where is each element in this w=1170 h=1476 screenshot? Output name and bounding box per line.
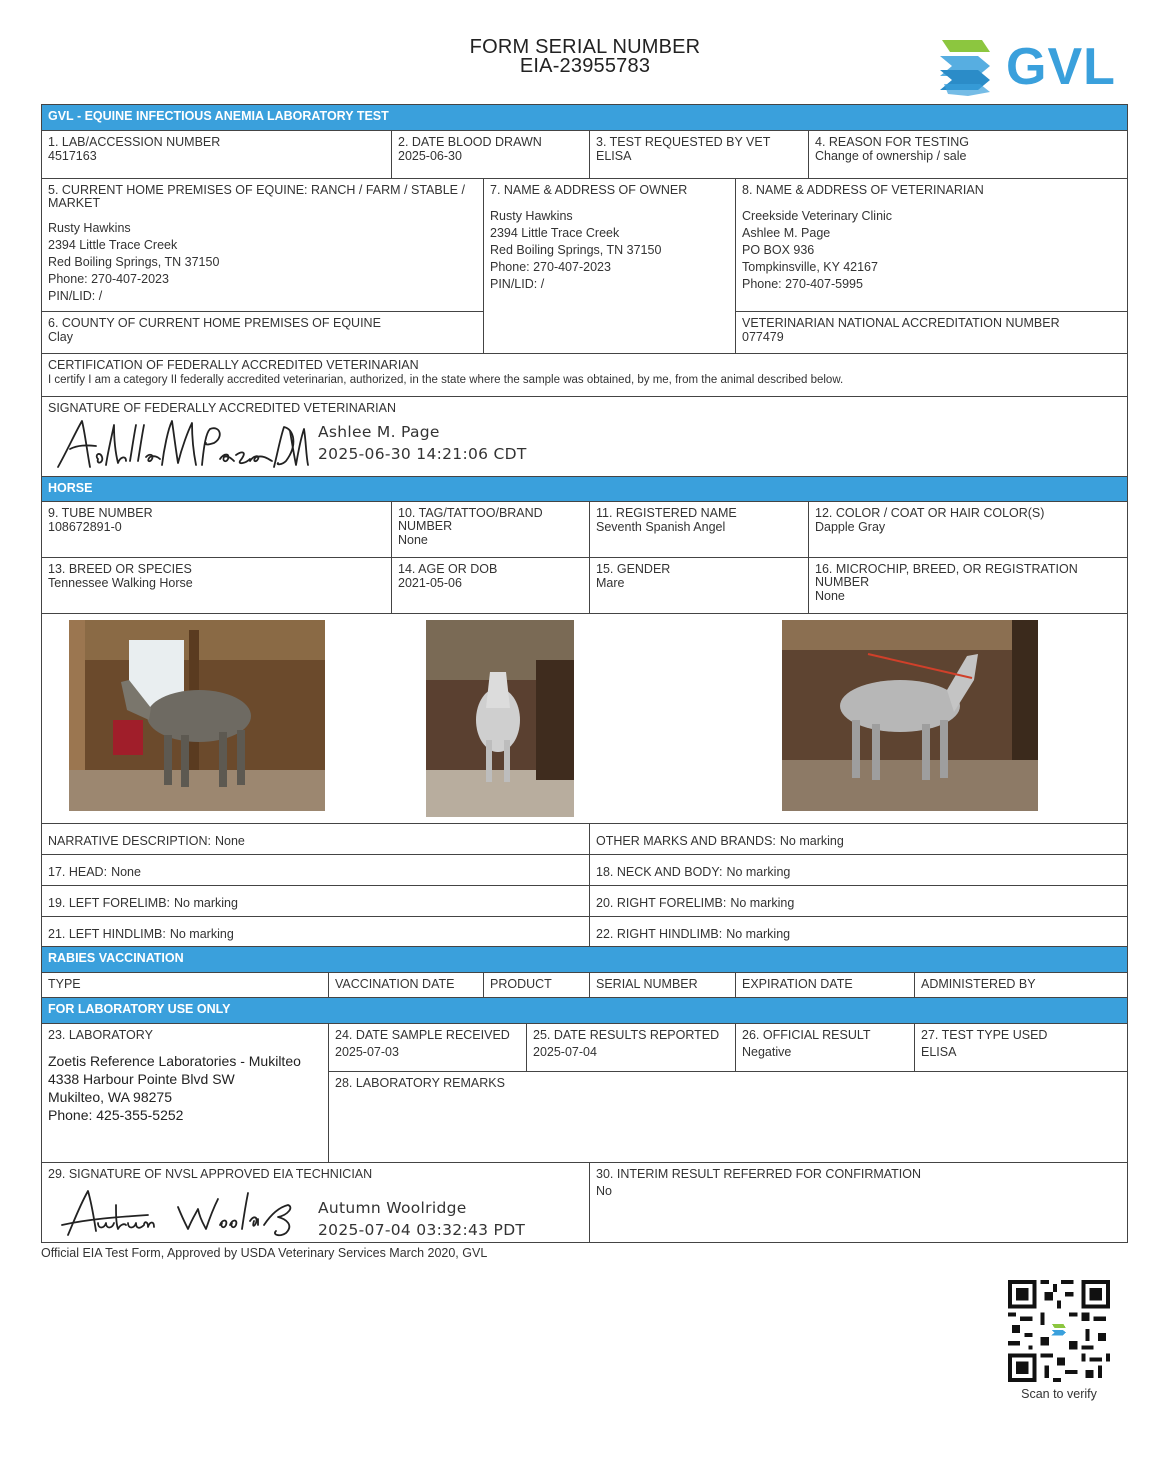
field-label: 12. COLOR / COAT OR HAIR COLOR(S) [815, 506, 1045, 520]
field-value-lines [490, 208, 729, 293]
field-value: None [214, 834, 245, 848]
field-label: 24. DATE SAMPLE RECEIVED [335, 1028, 510, 1042]
field-value: No marking [726, 865, 791, 879]
field-value: Dapple Gray [815, 520, 886, 534]
address-line: Tompkinsville, KY 42167 [742, 260, 878, 274]
field-right-forelimb [590, 886, 1127, 917]
address-line: 2394 Little Trace Creek [48, 238, 178, 252]
column-header: ADMINISTERED BY [921, 977, 1036, 991]
field-laboratory [42, 1024, 329, 1163]
field-gender [590, 558, 809, 614]
field-head [42, 855, 590, 886]
field-tube-number [42, 502, 392, 558]
field-official-result [736, 1024, 915, 1072]
field-label: 2. DATE BLOOD DRAWN [398, 135, 542, 149]
field-value: 2021-05-06 [398, 576, 462, 590]
address-line: Rusty Hawkins [490, 209, 573, 223]
field-value: ELISA [596, 149, 632, 163]
field-value: 2025-06-30 [398, 149, 462, 163]
laboratory-address [48, 1052, 322, 1124]
address-line: Phone: 270-407-5995 [742, 277, 863, 291]
field-right-hindlimb [590, 917, 1127, 947]
address-line: Red Boiling Springs, TN 37150 [490, 243, 662, 257]
field-label: 10. TAG/TATTOO/BRAND NUMBER [398, 506, 543, 533]
field-value: None [815, 589, 845, 603]
field-value: No marking [169, 927, 234, 941]
technician-handwritten-signature [58, 1185, 313, 1239]
field-label: VETERINARIAN NATIONAL ACCREDITATION NUMBER [742, 316, 1060, 330]
field-county [42, 312, 484, 354]
field-label: 27. TEST TYPE USED [921, 1028, 1048, 1042]
technician-signature-timestamp: 2025-07-04 03:32:43 PDT [318, 1221, 526, 1239]
field-test-type-used [915, 1024, 1127, 1072]
field-accreditation-number [736, 312, 1127, 354]
field-label: 3. TEST REQUESTED BY VET [596, 135, 771, 149]
field-value: No marking [174, 896, 238, 910]
field-value: Tennessee Walking Horse [48, 576, 193, 590]
address-line: PIN/LID: / [490, 277, 545, 291]
field-label: 22. RIGHT HINDLIMB: [596, 927, 723, 941]
form-serial-label: FORM SERIAL NUMBER [469, 36, 701, 58]
field-value: ELISA [921, 1045, 957, 1059]
vet-signature-details [318, 421, 527, 465]
field-label: 20. RIGHT FORELIMB: [596, 896, 727, 910]
field-value: 077479 [742, 330, 784, 344]
rabies-col-expiration-date [736, 973, 915, 998]
horse-photo-left[interactable] [69, 620, 325, 811]
field-value: 2025-07-04 [533, 1045, 597, 1059]
field-value: 4517163 [48, 149, 97, 163]
field-label: 28. LABORATORY REMARKS [335, 1076, 505, 1090]
field-value: Clay [48, 330, 74, 344]
field-value: Seventh Spanish Angel [596, 520, 726, 534]
section-horse-title: HORSE [42, 477, 1127, 502]
address-line: PO BOX 936 [742, 243, 815, 257]
address-line: Ashlee M. Page [742, 226, 831, 240]
form-serial-number: EIA-23955783 [519, 55, 651, 77]
field-value: No marking [779, 834, 844, 848]
qr-code-icon[interactable] [1008, 1280, 1110, 1382]
vet-signature-block [42, 397, 1127, 477]
horse-photo-center[interactable] [426, 620, 574, 817]
field-label: 19. LEFT FORELIMB: [48, 896, 171, 910]
section-rabies-title: RABIES VACCINATION [42, 947, 1127, 973]
field-label: 18. NECK AND BODY: [596, 865, 723, 879]
column-header: PRODUCT [490, 977, 552, 991]
eia-form [41, 104, 1128, 1243]
vet-signature-name: Ashlee M. Page [318, 423, 440, 441]
certification-text: I certify I am a category II federally accredited veterinarian, authorized, in the state where the sample was obtained, by me, from the animal described below. [48, 374, 844, 386]
field-label: 9. TUBE NUMBER [48, 506, 153, 520]
certification-title: CERTIFICATION OF FEDERALLY ACCREDITED VETERINARIAN [48, 358, 419, 372]
column-header: SERIAL NUMBER [596, 977, 698, 991]
field-owner [484, 179, 736, 354]
column-header: EXPIRATION DATE [742, 977, 853, 991]
field-label: 29. SIGNATURE OF NVSL APPROVED EIA TECHNICIAN [48, 1167, 373, 1181]
field-label: 14. AGE OR DOB [398, 562, 498, 576]
field-label: 13. BREED OR SPECIES [48, 562, 192, 576]
field-label: 17. HEAD: [48, 865, 108, 879]
field-value: Mare [596, 576, 625, 590]
field-label: 5. CURRENT HOME PREMISES OF EQUINE: RANCH / FARM / STABLE / MARKET [48, 183, 465, 210]
rabies-col-administered-by [915, 973, 1127, 998]
column-header: TYPE [48, 977, 81, 991]
qr-caption: Scan to verify [1021, 1387, 1097, 1401]
address-line: Phone: 270-407-2023 [48, 272, 169, 286]
field-label: 25. DATE RESULTS REPORTED [533, 1028, 720, 1042]
rabies-col-type [42, 973, 329, 998]
field-veterinarian [736, 179, 1127, 312]
gvl-logo [938, 36, 1138, 98]
form-approval-note: Official EIA Test Form, Approved by USDA Veterinary Services March 2020, GVL [41, 1246, 488, 1260]
field-narrative [42, 824, 590, 855]
address-line: 4338 Harbour Pointe Blvd SW [48, 1071, 235, 1087]
technician-signature-details [318, 1197, 525, 1241]
field-value: Change of ownership / sale [815, 149, 967, 163]
field-label: 7. NAME & ADDRESS OF OWNER [490, 183, 688, 197]
section-lab-title: FOR LABORATORY USE ONLY [42, 998, 1127, 1024]
address-line: Creekside Veterinary Clinic [742, 209, 893, 223]
field-value: No marking [730, 896, 795, 910]
field-value: None [398, 533, 428, 547]
rabies-col-product [484, 973, 590, 998]
field-value-lines [742, 208, 1121, 293]
field-label: 6. COUNTY OF CURRENT HOME PREMISES OF EQUINE [48, 316, 381, 330]
horse-photos-row [42, 614, 1127, 824]
field-test-requested [590, 131, 809, 179]
field-age-dob [392, 558, 590, 614]
field-date-blood-drawn [392, 131, 590, 179]
field-value: 108672891-0 [48, 520, 122, 534]
gvl-logo-text: GVL [1006, 38, 1116, 96]
address-line: Zoetis Reference Laboratories - Mukilteo [48, 1053, 301, 1069]
field-neck-body [590, 855, 1127, 886]
field-value-lines [48, 220, 477, 305]
address-line: Red Boiling Springs, TN 37150 [48, 255, 220, 269]
field-label: 15. GENDER [596, 562, 671, 576]
field-label: NARRATIVE DESCRIPTION: [48, 834, 211, 848]
technician-signature-block [42, 1163, 590, 1242]
field-left-forelimb [42, 886, 590, 917]
field-value: 2025-07-03 [335, 1045, 399, 1059]
horse-photo-right[interactable] [782, 620, 1038, 811]
rabies-col-serial-number [590, 973, 736, 998]
field-interim-result [590, 1163, 1127, 1242]
form-serial-header [400, 38, 770, 76]
vet-signature-timestamp: 2025-06-30 14:21:06 CDT [318, 445, 527, 463]
field-value: No marking [726, 927, 791, 941]
field-tag-tattoo-brand [392, 502, 590, 558]
field-label: 11. REGISTERED NAME [596, 506, 737, 520]
address-line: Mukilteo, WA 98275 [48, 1089, 172, 1105]
field-label: SIGNATURE OF FEDERALLY ACCREDITED VETERINARIAN [48, 401, 396, 415]
rabies-col-vaccination-date [329, 973, 484, 998]
column-header: VACCINATION DATE [335, 977, 455, 991]
field-registered-name [590, 502, 809, 558]
field-label: 30. INTERIM RESULT REFERRED FOR CONFIRMATION [596, 1167, 922, 1181]
field-lab-accession [42, 131, 392, 179]
field-value: Negative [742, 1045, 792, 1059]
field-label: 4. REASON FOR TESTING [815, 135, 969, 149]
field-laboratory-remarks [329, 1072, 1127, 1163]
field-color-coat [809, 502, 1127, 558]
field-value: No [596, 1184, 612, 1198]
field-label: OTHER MARKS AND BRANDS: [596, 834, 776, 848]
field-label: 8. NAME & ADDRESS OF VETERINARIAN [742, 183, 984, 197]
address-line: Phone: 425-355-5252 [48, 1107, 184, 1123]
field-left-hindlimb [42, 917, 590, 947]
field-value: None [111, 865, 141, 879]
field-label: 1. LAB/ACCESSION NUMBER [48, 135, 221, 149]
field-label: 16. MICROCHIP, BREED, OR REGISTRATION NUMBER [815, 562, 1078, 589]
section-main-title: GVL - EQUINE INFECTIOUS ANEMIA LABORATORY TEST [42, 105, 1127, 131]
field-breed [42, 558, 392, 614]
field-label: 21. LEFT HINDLIMB: [48, 927, 166, 941]
field-label: 23. LABORATORY [48, 1028, 153, 1042]
field-reason-for-testing [809, 131, 1127, 179]
address-line: Rusty Hawkins [48, 221, 131, 235]
address-line: PIN/LID: / [48, 289, 103, 303]
technician-signature-name: Autumn Woolridge [318, 1199, 467, 1217]
gvl-chevron-logo-icon [938, 36, 998, 98]
field-home-premises [42, 179, 484, 312]
address-line: Phone: 270-407-2023 [490, 260, 611, 274]
vet-handwritten-signature [54, 415, 309, 473]
field-microchip [809, 558, 1127, 614]
field-date-results-reported [527, 1024, 736, 1072]
field-label: 26. OFFICIAL RESULT [742, 1028, 871, 1042]
certification-block [42, 354, 1127, 397]
address-line: 2394 Little Trace Creek [490, 226, 620, 240]
field-other-marks [590, 824, 1127, 855]
field-date-sample-received [329, 1024, 527, 1072]
